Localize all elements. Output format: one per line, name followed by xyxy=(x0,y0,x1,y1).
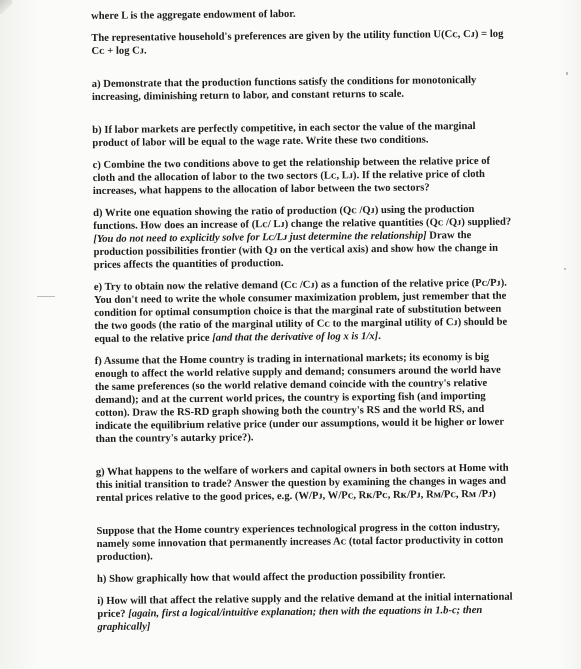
question-a xyxy=(92,74,512,104)
question-label: c) xyxy=(92,159,101,171)
question-e xyxy=(94,277,515,346)
question-text: If labor markets are perfectly competitive, in each sector the value of the marginal product of labor will be equal to the wage rate. Write these two conditions. xyxy=(92,120,476,149)
page-corner-fold xyxy=(0,0,12,14)
question-label: d) xyxy=(93,207,103,219)
paragraph-intro xyxy=(91,6,511,23)
question-label: a) xyxy=(91,78,101,90)
question-i xyxy=(97,591,517,634)
question-label: f) xyxy=(94,355,102,367)
question-g xyxy=(96,462,516,505)
question-label: i) xyxy=(97,595,104,607)
scan-speck xyxy=(566,72,568,75)
question-text-continued: Draw the production possibilities frontier (with Qᴊ on the vertical axis) and show how the change in prices affects the quantities of production. xyxy=(93,230,499,271)
question-b xyxy=(92,120,512,150)
question-note: [and that the derivative of log x is 1/x] xyxy=(212,331,379,344)
question-text: Show graphically how that would affect the production possibility frontier. xyxy=(108,570,446,585)
paragraph-text: where L is the aggregate endowment of labor. xyxy=(91,8,296,22)
question-label: e) xyxy=(93,281,103,293)
question-text: Try to obtain now the relative demand (Cᴄ /Cᴊ) as a function of the relative price (Pᴄ/Pᴊ). You don't need to write the whole consumer maximization problem, just remember that the condition for optimal consumption choice is that the marginal rate of substitution between the two goods (the ratio of the marginal utility of Cᴄ to the marginal utility of Cᴊ) should be equal to the relative price xyxy=(93,277,508,345)
question-note: [again, first a logical/intuitive explanation; then with the equations in 1.b-c; then graphically] xyxy=(97,604,483,633)
document-body xyxy=(91,6,518,643)
question-label: b) xyxy=(92,124,102,136)
question-c xyxy=(93,155,513,198)
scan-speck xyxy=(564,268,566,270)
question-text-continued: . xyxy=(378,330,381,343)
paragraph-text: The representative household's preferences are given by the utility function U(Cᴄ, Cᴊ) = log Cᴄ + log Cᴊ. xyxy=(91,28,504,57)
question-d xyxy=(93,203,514,272)
question-label: h) xyxy=(96,573,107,585)
paragraph-suppose xyxy=(96,521,516,564)
question-text: How will that affect the relative supply and the relative demand at the initial international price? xyxy=(97,591,513,620)
question-text: Assume that the Home country is trading in international markets; its economy is big enough to affect the world relative supply and demand; consumers around the world have the same preferences (so the world relative demand coincide with the country's relative demand); and at the current world prices, the country is exporting fish (and importing cotton). Draw the RS-RD graph showing both the country's RS and the world RS, and indicate the equilibrium relative price (under our assumptions, would it be higher or lower than the country's autarky price?). xyxy=(94,351,504,445)
question-text: Combine the two conditions above to get the relationship between the relative price of cloth and the allocation of labor to the two sectors (Lᴄ, Lᴊ). If the relative price of cloth increases, what happens to the allocation of labor between the two sectors? xyxy=(92,155,491,197)
question-h xyxy=(97,569,517,586)
question-text: What happens to the welfare of workers and capital owners in both sectors at Home with this initial transition to trade? Answer the question by examining the changes in wages and rental prices relative to the good prices, e.g. (W/Pᴊ, W/Pᴄ, Rᴋ/Pᴄ, Rᴋ/Pᴊ, Rᴍ/Pᴄ, Rᴍ /Pᴊ) xyxy=(95,462,509,504)
question-text: Demonstrate that the production functions satisfy the conditions for monotonically increasing, diminishing return to labor, and constant returns to scale. xyxy=(91,74,477,103)
paragraph-preferences xyxy=(91,28,511,58)
question-label: g) xyxy=(95,466,105,478)
question-text: Write one equation showing the ratio of production (Qᴄ /Qᴊ) using the production functions. How does an increase of (Lᴄ/ Lᴊ) change the relative quantities (Qᴄ /Qᴊ) supplied? xyxy=(93,203,512,232)
paragraph-text: Suppose that the Home country experiences technological progress in the cotton industry, namely some innovation that permanently increases Aᴄ (total factor productivity in cotton production). xyxy=(96,521,504,563)
margin-mark xyxy=(37,296,55,297)
question-f xyxy=(95,351,516,446)
question-note: [You do not need to explicitly solve for Lᴄ/Lᴊ just determine the relationship] xyxy=(93,230,427,245)
